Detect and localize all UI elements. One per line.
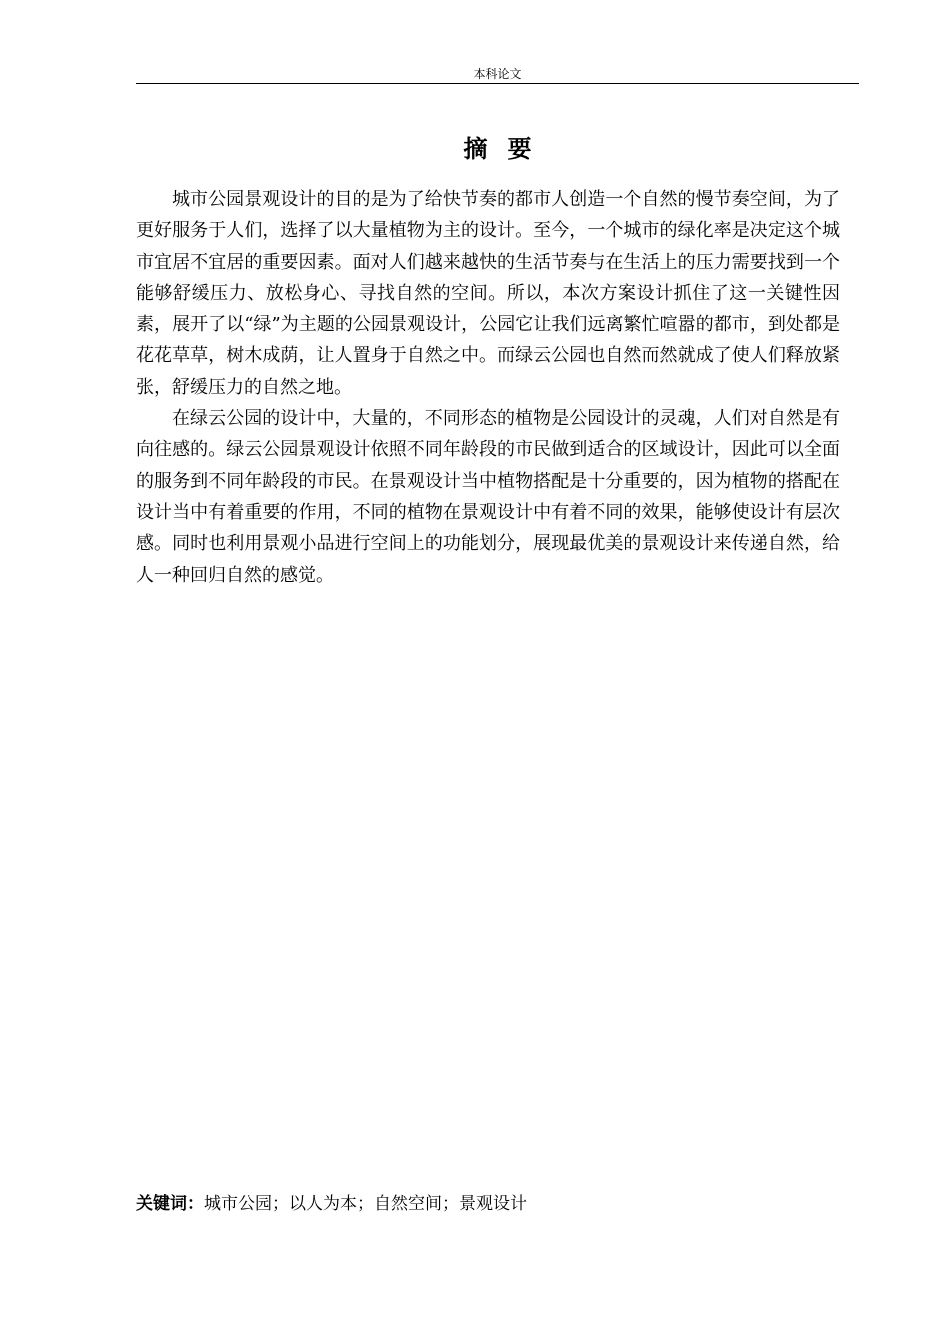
abstract-body (136, 184, 840, 591)
abstract-paragraph-1: 城市公园景观设计的目的是为了给快节奏的都市人创造一个自然的慢节奏空间，为了更好服务于人们，选择了以大量植物为主的设计。至今，一个城市的绿化率是决定这个城市宜居不宜居的重要因素。面对人们越来越快的生活节奏与在生活上的压力需要找到一个能够舒缓压力、放松身心、寻找自然的空间。所以，本次方案设计抓住了这一关键性因素，展开了以“绿”为主题的公园景观设计，公园它让我们远离繁忙喧嚣的都市，到处都是花花草草，树木成荫，让人置身于自然之中。而绿云公园也自然而然就成了使人们释放紧张，舒缓压力的自然之地。 (136, 189, 840, 398)
keywords-label: 关键词： (136, 1194, 204, 1214)
abstract-title: 摘要 (463, 135, 552, 163)
running-header: 本科论文 (473, 67, 522, 81)
abstract-paragraph-2: 在绿云公园的设计中，大量的，不同形态的植物是公园设计的灵魂，人们对自然是有向往感的。绿云公园景观设计依照不同年龄段的市民做到适合的区域设计，因此可以全面的服务到不同年龄段的市民。在景观设计当中植物搭配是十分重要的，因为植物的搭配在设计当中有着重要的作用，不同的植物在景观设计中有着不同的效果，能够使设计有层次感。同时也利用景观小品进行空间上的功能划分，展现最优美的景观设计来传递自然，给人一种回归自然的感觉。 (136, 408, 840, 586)
header-divider (136, 83, 859, 84)
keywords-value: 城市公园；以人为本；自然空间；景观设计 (204, 1194, 527, 1214)
keywords-line (136, 1189, 840, 1219)
